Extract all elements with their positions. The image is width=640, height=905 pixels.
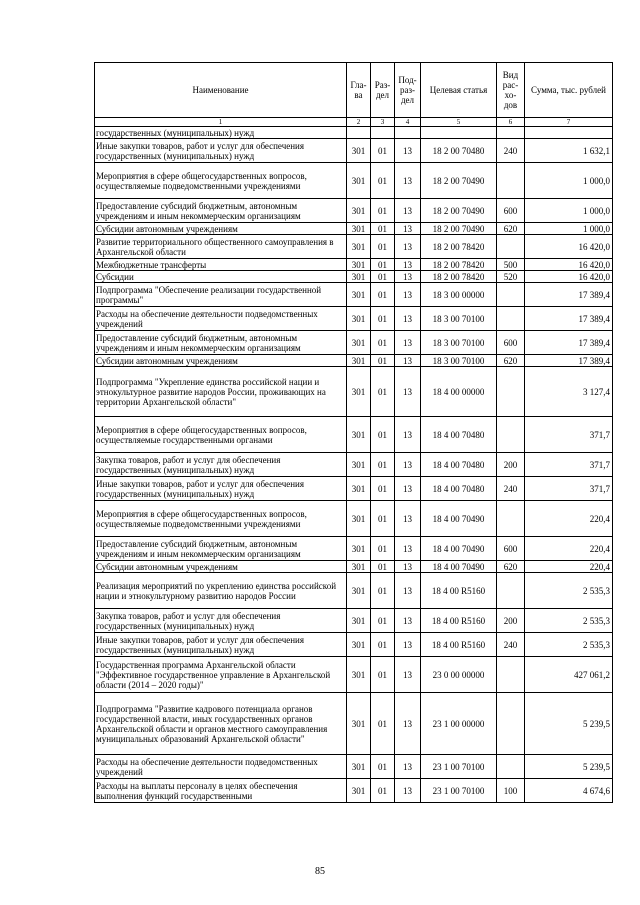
cell-target: 18 3 00 70100 xyxy=(421,307,497,331)
cell-vid: 620 xyxy=(497,355,525,367)
table-row xyxy=(95,417,613,453)
cell-glava: 301 xyxy=(347,561,371,573)
cell-glava xyxy=(347,127,371,139)
page-number: 85 xyxy=(315,866,325,877)
cell-glava: 301 xyxy=(347,355,371,367)
cell-razdel: 01 xyxy=(371,657,395,693)
cell-name: государственных (муниципальных) нужд xyxy=(95,127,347,139)
cell-glava: 301 xyxy=(347,139,371,163)
cell-vid xyxy=(497,501,525,537)
cell-vid xyxy=(497,417,525,453)
cell-name: Подпрограмма "Развитие кадрового потенциала органов государственной власти, иных государственных органов Архангельской области и органов местного самоуправления муниципальных образований Архангельской области" xyxy=(95,693,347,755)
cell-podrazdel: 13 xyxy=(395,307,421,331)
table-row xyxy=(95,561,613,573)
cell-target: 18 2 00 78420 xyxy=(421,259,497,271)
cell-vid xyxy=(497,127,525,139)
table-row xyxy=(95,367,613,417)
cell-vid xyxy=(497,573,525,609)
cell-name: Расходы на обеспечение деятельности подведомственных учреждений xyxy=(95,755,347,779)
table-row xyxy=(95,355,613,367)
cell-target: 18 4 00 R5160 xyxy=(421,573,497,609)
cell-vid xyxy=(497,693,525,755)
cell-podrazdel: 13 xyxy=(395,235,421,259)
cell-target: 23 1 00 70100 xyxy=(421,755,497,779)
table-row xyxy=(95,259,613,271)
cell-glava: 301 xyxy=(347,573,371,609)
cell-glava: 301 xyxy=(347,417,371,453)
cell-sum: 17 389,4 xyxy=(525,307,613,331)
cell-glava: 301 xyxy=(347,633,371,657)
column-number-row xyxy=(95,118,613,127)
cell-sum: 1 000,0 xyxy=(525,223,613,235)
cell-name: Предоставление субсидий бюджетным, автономным учреждениям и иным некоммерческим организациям xyxy=(95,331,347,355)
table-row xyxy=(95,779,613,803)
cell-target: 23 1 00 00000 xyxy=(421,693,497,755)
cell-target: 18 3 00 00000 xyxy=(421,283,497,307)
cell-vid: 240 xyxy=(497,477,525,501)
cell-glava: 301 xyxy=(347,779,371,803)
table-row xyxy=(95,453,613,477)
cell-razdel: 01 xyxy=(371,199,395,223)
cell-podrazdel: 13 xyxy=(395,223,421,235)
cell-name: Субсидии автономным учреждениям xyxy=(95,223,347,235)
cell-name: Иные закупки товаров, работ и услуг для обеспечения государственных (муниципальных) нужд xyxy=(95,477,347,501)
cell-name: Иные закупки товаров, работ и услуг для обеспечения государственных (муниципальных) нужд xyxy=(95,139,347,163)
cell-sum: 1 000,0 xyxy=(525,163,613,199)
cell-glava: 301 xyxy=(347,657,371,693)
cell-target: 18 4 00 R5160 xyxy=(421,633,497,657)
cell-sum: 2 535,3 xyxy=(525,573,613,609)
cell-glava: 301 xyxy=(347,693,371,755)
cell-podrazdel: 13 xyxy=(395,259,421,271)
cell-name: Мероприятия в сфере общегосударственных вопросов, осуществляемые государственными органами xyxy=(95,417,347,453)
table-row xyxy=(95,501,613,537)
cell-podrazdel: 13 xyxy=(395,609,421,633)
cell-target: 23 0 00 00000 xyxy=(421,657,497,693)
cell-target: 18 2 00 70490 xyxy=(421,199,497,223)
header-name: Наименование xyxy=(95,63,347,118)
header-vid: Вид рас-хо-дов xyxy=(497,63,525,118)
cell-sum: 16 420,0 xyxy=(525,259,613,271)
cell-glava: 301 xyxy=(347,609,371,633)
cell-podrazdel: 13 xyxy=(395,477,421,501)
budget-table-container xyxy=(94,62,612,803)
cell-razdel: 01 xyxy=(371,139,395,163)
cell-podrazdel: 13 xyxy=(395,537,421,561)
header-razdel: Раз-дел xyxy=(371,63,395,118)
cell-podrazdel: 13 xyxy=(395,367,421,417)
cell-sum: 1 000,0 xyxy=(525,199,613,223)
cell-podrazdel: 13 xyxy=(395,561,421,573)
cell-target: 18 3 00 70100 xyxy=(421,355,497,367)
cell-razdel: 01 xyxy=(371,561,395,573)
cell-name: Мероприятия в сфере общегосударственных вопросов, осуществляемые подведомственными учреждениями xyxy=(95,163,347,199)
cell-podrazdel: 13 xyxy=(395,163,421,199)
cell-sum: 16 420,0 xyxy=(525,271,613,283)
cell-vid: 520 xyxy=(497,271,525,283)
cell-razdel: 01 xyxy=(371,609,395,633)
cell-target: 18 3 00 70100 xyxy=(421,331,497,355)
table-row xyxy=(95,271,613,283)
cell-sum: 1 632,1 xyxy=(525,139,613,163)
cell-vid xyxy=(497,283,525,307)
cell-target: 18 2 00 78420 xyxy=(421,271,497,283)
cell-razdel: 01 xyxy=(371,755,395,779)
cell-target xyxy=(421,127,497,139)
cell-razdel xyxy=(371,127,395,139)
cell-razdel: 01 xyxy=(371,259,395,271)
cell-podrazdel: 13 xyxy=(395,657,421,693)
cell-glava: 301 xyxy=(347,163,371,199)
header-sum: Сумма, тыс. рублей xyxy=(525,63,613,118)
cell-name: Подпрограмма "Укрепление единства российской нации и этнокультурное развитие народов России, проживающих на территории Архангельской области" xyxy=(95,367,347,417)
column-number: 6 xyxy=(497,118,525,127)
table-row xyxy=(95,235,613,259)
cell-name: Субсидии автономным учреждениям xyxy=(95,561,347,573)
cell-sum: 371,7 xyxy=(525,417,613,453)
table-row xyxy=(95,223,613,235)
cell-vid: 600 xyxy=(497,537,525,561)
cell-vid: 600 xyxy=(497,199,525,223)
cell-razdel: 01 xyxy=(371,271,395,283)
cell-target: 18 2 00 70480 xyxy=(421,139,497,163)
cell-target: 18 2 00 78420 xyxy=(421,235,497,259)
cell-name: Расходы на выплаты персоналу в целях обеспечения выполнения функций государственными xyxy=(95,779,347,803)
cell-vid xyxy=(497,657,525,693)
table-row xyxy=(95,477,613,501)
cell-sum: 4 674,6 xyxy=(525,779,613,803)
column-number: 4 xyxy=(395,118,421,127)
table-row xyxy=(95,163,613,199)
cell-razdel: 01 xyxy=(371,537,395,561)
cell-glava: 301 xyxy=(347,259,371,271)
column-number: 5 xyxy=(421,118,497,127)
cell-glava: 301 xyxy=(347,453,371,477)
cell-name: Развитие территориального общественного самоуправления в Архангельской области xyxy=(95,235,347,259)
cell-name: Расходы на обеспечение деятельности подведомственных учреждений xyxy=(95,307,347,331)
cell-vid xyxy=(497,367,525,417)
cell-vid: 240 xyxy=(497,139,525,163)
cell-target: 18 4 00 00000 xyxy=(421,367,497,417)
column-number: 1 xyxy=(95,118,347,127)
cell-vid xyxy=(497,163,525,199)
cell-sum: 220,4 xyxy=(525,501,613,537)
column-number: 2 xyxy=(347,118,371,127)
cell-vid: 200 xyxy=(497,453,525,477)
header-podrazdel: Под-раз-дел xyxy=(395,63,421,118)
cell-glava: 301 xyxy=(347,477,371,501)
cell-razdel: 01 xyxy=(371,501,395,537)
cell-target: 18 4 00 70490 xyxy=(421,537,497,561)
cell-razdel: 01 xyxy=(371,355,395,367)
cell-razdel: 01 xyxy=(371,163,395,199)
cell-sum: 5 239,5 xyxy=(525,693,613,755)
cell-vid: 600 xyxy=(497,331,525,355)
cell-razdel: 01 xyxy=(371,453,395,477)
cell-glava: 301 xyxy=(347,367,371,417)
cell-glava: 301 xyxy=(347,501,371,537)
cell-razdel: 01 xyxy=(371,367,395,417)
cell-razdel: 01 xyxy=(371,693,395,755)
header-row xyxy=(95,63,613,118)
cell-glava: 301 xyxy=(347,307,371,331)
cell-glava: 301 xyxy=(347,755,371,779)
cell-sum xyxy=(525,127,613,139)
cell-podrazdel: 13 xyxy=(395,573,421,609)
column-number: 3 xyxy=(371,118,395,127)
cell-name: Подпрограмма "Обеспечение реализации государственной программы" xyxy=(95,283,347,307)
cell-podrazdel: 13 xyxy=(395,779,421,803)
cell-razdel: 01 xyxy=(371,223,395,235)
cell-sum: 371,7 xyxy=(525,453,613,477)
cell-sum: 2 535,3 xyxy=(525,633,613,657)
cell-name: Закупка товаров, работ и услуг для обеспечения государственных (муниципальных) нужд xyxy=(95,609,347,633)
cell-sum: 427 061,2 xyxy=(525,657,613,693)
cell-sum: 16 420,0 xyxy=(525,235,613,259)
table-row xyxy=(95,127,613,139)
cell-name: Межбюджетные трансферты xyxy=(95,259,347,271)
cell-podrazdel: 13 xyxy=(395,331,421,355)
cell-podrazdel: 13 xyxy=(395,355,421,367)
cell-sum: 17 389,4 xyxy=(525,283,613,307)
cell-name: Субсидии xyxy=(95,271,347,283)
cell-name: Мероприятия в сфере общегосударственных вопросов, осуществляемые подведомственными учреждениями xyxy=(95,501,347,537)
table-body xyxy=(95,127,613,803)
table-row xyxy=(95,633,613,657)
column-number: 7 xyxy=(525,118,613,127)
cell-target: 18 4 00 70480 xyxy=(421,417,497,453)
table-row xyxy=(95,693,613,755)
header-target: Целевая статья xyxy=(421,63,497,118)
cell-glava: 301 xyxy=(347,223,371,235)
table-row xyxy=(95,331,613,355)
cell-name: Предоставление субсидий бюджетным, автономным учреждениям и иным некоммерческим организациям xyxy=(95,199,347,223)
cell-name: Предоставление субсидий бюджетным, автономным учреждениям и иным некоммерческим организациям xyxy=(95,537,347,561)
cell-vid xyxy=(497,307,525,331)
cell-glava: 301 xyxy=(347,283,371,307)
cell-razdel: 01 xyxy=(371,779,395,803)
cell-sum: 17 389,4 xyxy=(525,355,613,367)
cell-glava: 301 xyxy=(347,537,371,561)
budget-table xyxy=(94,62,613,803)
cell-razdel: 01 xyxy=(371,633,395,657)
cell-podrazdel: 13 xyxy=(395,755,421,779)
cell-podrazdel: 13 xyxy=(395,633,421,657)
cell-sum: 220,4 xyxy=(525,537,613,561)
cell-razdel: 01 xyxy=(371,283,395,307)
cell-podrazdel: 13 xyxy=(395,417,421,453)
cell-razdel: 01 xyxy=(371,307,395,331)
table-row xyxy=(95,573,613,609)
cell-target: 18 4 00 R5160 xyxy=(421,609,497,633)
cell-target: 18 4 00 70490 xyxy=(421,561,497,573)
cell-podrazdel: 13 xyxy=(395,501,421,537)
table-row xyxy=(95,307,613,331)
cell-glava: 301 xyxy=(347,235,371,259)
cell-razdel: 01 xyxy=(371,235,395,259)
table-row xyxy=(95,199,613,223)
cell-name: Субсидии автономным учреждениям xyxy=(95,355,347,367)
cell-sum: 3 127,4 xyxy=(525,367,613,417)
table-row xyxy=(95,283,613,307)
cell-podrazdel: 13 xyxy=(395,139,421,163)
cell-vid xyxy=(497,755,525,779)
cell-vid: 620 xyxy=(497,561,525,573)
cell-podrazdel: 13 xyxy=(395,271,421,283)
table-row xyxy=(95,609,613,633)
cell-razdel: 01 xyxy=(371,331,395,355)
cell-razdel: 01 xyxy=(371,477,395,501)
table-row xyxy=(95,537,613,561)
cell-vid: 100 xyxy=(497,779,525,803)
cell-name: Государственная программа Архангельской области "Эффективное государственное управление в Архангельской области (2014 – 2020 годы)" xyxy=(95,657,347,693)
table-row xyxy=(95,755,613,779)
cell-vid: 620 xyxy=(497,223,525,235)
header-glava: Гла-ва xyxy=(347,63,371,118)
cell-sum: 5 239,5 xyxy=(525,755,613,779)
table-row xyxy=(95,139,613,163)
cell-target: 18 2 00 70490 xyxy=(421,163,497,199)
table-row xyxy=(95,657,613,693)
cell-razdel: 01 xyxy=(371,417,395,453)
cell-sum: 371,7 xyxy=(525,477,613,501)
cell-target: 18 2 00 70490 xyxy=(421,223,497,235)
cell-target: 18 4 00 70480 xyxy=(421,453,497,477)
cell-glava: 301 xyxy=(347,199,371,223)
cell-sum: 2 535,3 xyxy=(525,609,613,633)
cell-target: 23 1 00 70100 xyxy=(421,779,497,803)
cell-glava: 301 xyxy=(347,271,371,283)
cell-sum: 220,4 xyxy=(525,561,613,573)
cell-vid: 240 xyxy=(497,633,525,657)
cell-podrazdel: 13 xyxy=(395,283,421,307)
cell-podrazdel: 13 xyxy=(395,693,421,755)
cell-razdel: 01 xyxy=(371,573,395,609)
cell-podrazdel: 13 xyxy=(395,199,421,223)
cell-vid xyxy=(497,235,525,259)
cell-podrazdel xyxy=(395,127,421,139)
cell-glava: 301 xyxy=(347,331,371,355)
cell-target: 18 4 00 70490 xyxy=(421,501,497,537)
cell-sum: 17 389,4 xyxy=(525,331,613,355)
cell-name: Закупка товаров, работ и услуг для обеспечения государственных (муниципальных) нужд xyxy=(95,453,347,477)
cell-name: Реализация мероприятий по укреплению единства российской нации и этнокультурному развитию народов России xyxy=(95,573,347,609)
cell-name: Иные закупки товаров, работ и услуг для обеспечения государственных (муниципальных) нужд xyxy=(95,633,347,657)
cell-podrazdel: 13 xyxy=(395,453,421,477)
cell-vid: 200 xyxy=(497,609,525,633)
cell-vid: 500 xyxy=(497,259,525,271)
cell-target: 18 4 00 70480 xyxy=(421,477,497,501)
